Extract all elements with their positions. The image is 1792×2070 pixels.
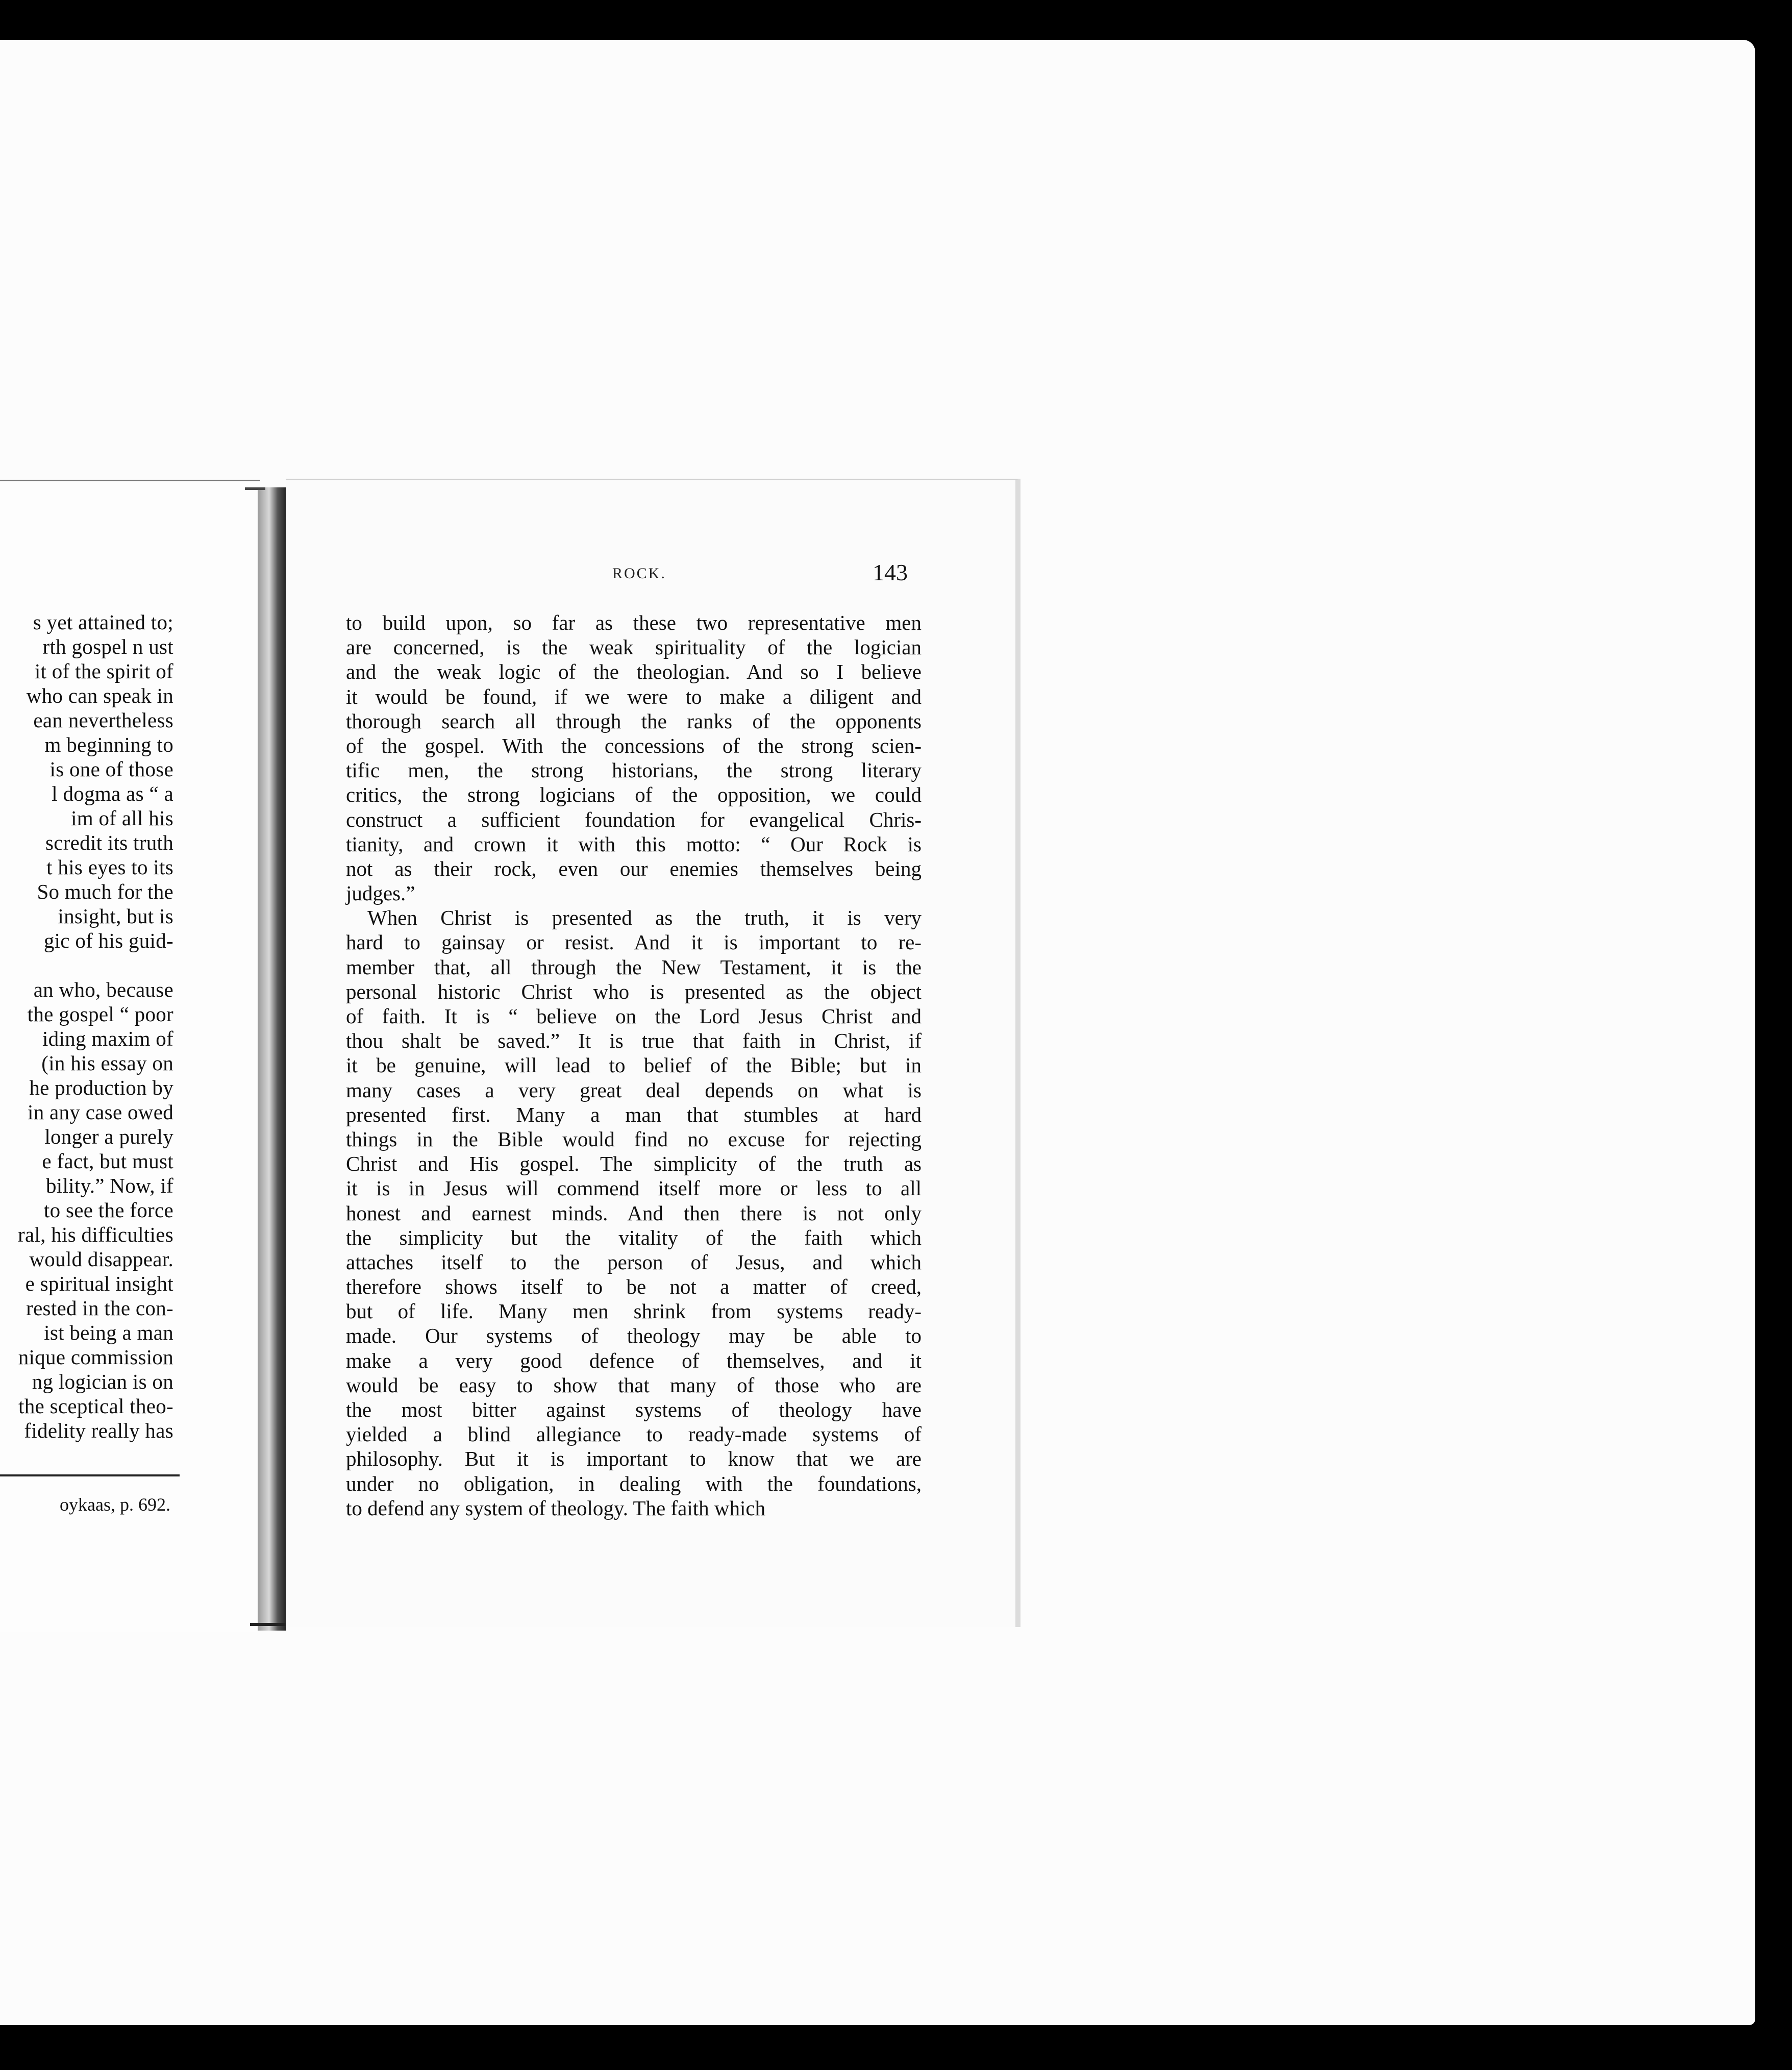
left-text-line: e spiritual insight [25, 1272, 173, 1295]
text-line: yielded a blind allegiance to ready-made systems of [346, 1422, 922, 1446]
left-text-line: ral, his difficulties [17, 1223, 173, 1246]
text-line: hard to gainsay or resist. And it is important to re- [346, 930, 922, 954]
left-text-line: rth gospel n ust [42, 635, 173, 658]
text-line: many cases a very great deal depends on what is [346, 1078, 922, 1102]
gutter-edge-bottom [250, 1623, 291, 1626]
text-line: tific men, the strong historians, the strong literary [346, 758, 922, 782]
left-text-line: it of the spirit of [34, 659, 173, 683]
footnote-rule [0, 1474, 180, 1476]
text-line: but of life. Many men shrink from systems ready- [346, 1299, 922, 1323]
left-page [0, 480, 260, 1632]
text-line: and the weak logic of the theologian. And so I believe [346, 660, 922, 684]
left-text-line: iding maxim of [42, 1027, 173, 1050]
left-text-line: nique commission [18, 1345, 173, 1369]
left-text-line: the sceptical theo- [18, 1394, 173, 1418]
text-line: attaches itself to the person of Jesus, and which [346, 1250, 922, 1274]
right-page [286, 479, 1021, 1627]
left-text-line: im of all his [71, 806, 173, 830]
text-line: of faith. It is “ believe on the Lord Jesus Christ and [346, 1004, 922, 1028]
left-text-line: So much for the [37, 880, 173, 903]
text-line: under no obligation, in dealing with the foundations, [346, 1471, 922, 1495]
left-page-text [0, 610, 173, 1443]
text-line: it would be found, if we were to make a diligent and [346, 684, 922, 708]
text-line: the most bitter against systems of theology have [346, 1398, 922, 1421]
left-text-line: scredit its truth [45, 831, 173, 854]
left-text-line: an who, because [33, 978, 173, 1001]
left-text-line: ist being a man [44, 1321, 173, 1344]
text-line: it is in Jesus will commend itself more or less to all [346, 1176, 922, 1200]
text-line: therefore shows itself to be not a matter of creed, [346, 1275, 922, 1299]
text-line: personal historic Christ who is presented as the object [346, 979, 922, 1003]
text-line: honest and earnest minds. And then there is not only [346, 1201, 922, 1225]
text-line: thou shalt be saved.” It is true that faith in Christ, if [346, 1029, 922, 1053]
book-gutter [258, 487, 286, 1631]
text-line: not as their rock, even our enemies themselves being [346, 856, 922, 880]
left-footnote: oykaas, p. 692. [60, 1494, 170, 1515]
left-text-line: in any case owed [28, 1100, 173, 1124]
gutter-edge-top [245, 487, 265, 490]
text-line: things in the Bible would find no excuse for rejecting [346, 1127, 922, 1151]
text-line: it be genuine, will lead to belief of the Bible; but in [346, 1053, 922, 1077]
left-text-line: bility.” Now, if [46, 1174, 173, 1197]
running-head: ROCK. [612, 565, 666, 582]
left-text-line: to see the force [43, 1198, 173, 1222]
text-line: member that, all through the New Testament, it is the [346, 955, 922, 979]
text-line: presented first. Many a man that stumbles at hard [346, 1102, 922, 1126]
body-text [346, 610, 922, 1520]
left-text-line: l dogma as “ a [52, 782, 173, 805]
left-text-line: (in his essay on [41, 1051, 173, 1075]
left-text-line [0, 953, 173, 977]
left-text-line: ng logician is on [32, 1370, 173, 1393]
text-line: make a very good defence of themselves, and it [346, 1348, 922, 1372]
text-line: the simplicity but the vitality of the faith which [346, 1225, 922, 1249]
left-text-line: fidelity really has [24, 1419, 173, 1442]
text-line: thorough search all through the ranks of the opponents [346, 709, 922, 733]
text-line: of the gospel. With the concessions of the strong scien- [346, 733, 922, 757]
text-line: would be easy to show that many of those who are [346, 1373, 922, 1397]
text-line: tianity, and crown it with this motto: “ Our Rock is [346, 832, 922, 856]
text-line: philosophy. But it is important to know that we are [346, 1447, 922, 1471]
left-text-line: ean nevertheless [33, 708, 173, 732]
text-line: to build upon, so far as these two representative men [346, 611, 922, 634]
left-text-line: rested in the con- [26, 1296, 173, 1320]
text-line: critics, the strong logicians of the opposition, we could [346, 783, 922, 807]
text-line: made. Our systems of theology may be able to [346, 1324, 922, 1348]
left-text-line: the gospel “ poor [22, 1002, 173, 1026]
left-text-line: m beginning to [44, 733, 173, 756]
text-line: Christ and His gospel. The simplicity of the truth as [346, 1152, 922, 1176]
left-text-line: who can speak in [26, 684, 173, 707]
left-text-line: would disappear. [29, 1247, 173, 1271]
left-text-line: e fact, but must [42, 1149, 173, 1173]
text-line: construct a sufficient foundation for evangelical Chris- [346, 807, 922, 831]
scanner-border [0, 0, 1792, 40]
page-number: 143 [873, 559, 908, 585]
text-line: to defend any system of theology. The faith which [346, 1496, 766, 1520]
text-line: are concerned, is the weak spirituality of the logician [346, 635, 922, 659]
left-text-line: longer a purely [39, 1125, 173, 1148]
left-text-line: is one of those [49, 757, 173, 781]
left-text-line: insight, but is [52, 904, 173, 928]
left-text-line: he production by [29, 1076, 173, 1099]
left-text-line: gic of his guid- [43, 929, 173, 952]
text-line: judges.” [346, 881, 415, 905]
left-text-line: t his eyes to its [46, 855, 173, 879]
left-text-line: s yet attained to; [33, 610, 173, 634]
text-line: When Christ is presented as the truth, it is very [367, 906, 922, 930]
